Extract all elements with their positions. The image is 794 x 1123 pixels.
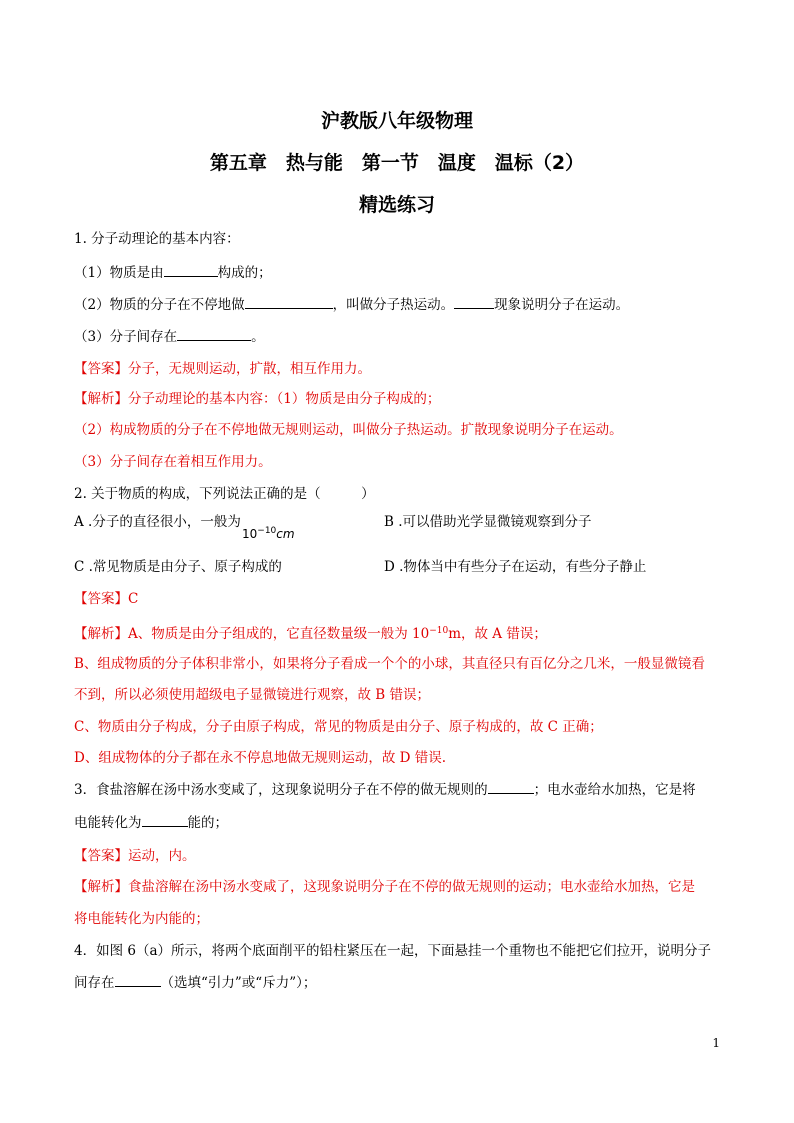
formula-exponent: −10 bbox=[257, 526, 277, 536]
answer-blank bbox=[245, 296, 333, 309]
q1-part1-text-b: 构成的； bbox=[217, 265, 272, 281]
answer-blank bbox=[177, 328, 251, 341]
q3-stem-1-a: 3．食盐溶解在汤中汤水变咸了，这现象说明分子在不停的做无规则的 bbox=[74, 782, 488, 798]
q1-analysis-1: 【解析】分子动理论的基本内容：（1）物质是由分子构成的； bbox=[74, 391, 441, 407]
q2-stem: 2. 关于物质的构成，下列说法正确的是（ ） bbox=[74, 486, 375, 502]
q2-analysis-a-pre: 【解析】A、物质是由分子组成的，它直径数量级一般为 10 bbox=[74, 626, 430, 642]
chapter-title: 第五章 热与能 第一节 温度 温标（2） bbox=[209, 152, 585, 174]
answer-blank bbox=[115, 974, 161, 987]
q3-analysis-2: 将电能转化为内能的； bbox=[74, 911, 209, 927]
doc-title: 沪教版八年级物理 bbox=[320, 110, 473, 132]
q2-analysis-c: C、物质由分子构成，分子由原子构成，常见的物质是由分子、原子构成的，故 C 正确； bbox=[74, 719, 603, 735]
q3-answer: 【答案】运动，内。 bbox=[74, 848, 196, 864]
answer-blank bbox=[454, 296, 494, 309]
q2-analysis-d: D、组成物体的分子都在永不停息地做无规则运动，故 D 错误. bbox=[74, 750, 447, 766]
q2-analysis-b-1: B、组成物质的分子体积非常小，如果将分子看成一个个的小球，其直径只有百亿分之几米，一般显微镜看 bbox=[74, 656, 705, 672]
q3-stem-2-a: 电能转化为 bbox=[74, 815, 142, 831]
q2-analysis-a bbox=[74, 622, 547, 643]
q2-analysis-a-exp: −10 bbox=[429, 626, 449, 636]
q2-option-c: C .常见物质是由分子、原子构成的 bbox=[74, 559, 282, 575]
q1-part2 bbox=[74, 296, 629, 314]
q2-answer: 【答案】C bbox=[74, 591, 139, 607]
q2-option-b: B .可以借助光学显微镜观察到分子 bbox=[384, 514, 592, 530]
answer-blank bbox=[488, 781, 534, 794]
formula-unit: cm bbox=[276, 527, 295, 541]
q2-analysis-a-post: m，故 A 错误； bbox=[448, 626, 547, 642]
q1-part3-text-a: （3）分子间存在 bbox=[74, 329, 178, 345]
q4-stem-2-b: （选填“引力”或“斥力”）； bbox=[160, 975, 317, 991]
q4-stem-2-a: 间存在 bbox=[74, 975, 115, 991]
q1-answer: 【答案】分子，无规则运动，扩散，相互作用力。 bbox=[74, 361, 371, 377]
q4-stem-2 bbox=[74, 974, 316, 992]
q3-stem-1 bbox=[74, 781, 696, 799]
section-subtitle: 精选练习 bbox=[358, 194, 435, 216]
answer-blank bbox=[142, 814, 188, 827]
page-number: 1 bbox=[712, 1036, 720, 1050]
q1-part2-text-b: ，叫做分子热运动。 bbox=[332, 297, 455, 313]
q3-stem-1-b: ；电水壶给水加热，它是将 bbox=[533, 782, 696, 798]
q1-part2-text-a: （2）物质的分子在不停地做 bbox=[74, 297, 245, 313]
q1-part3 bbox=[74, 328, 265, 346]
answer-blank bbox=[164, 264, 218, 277]
q2-option-a: A .分子的直径很小，一般为 bbox=[74, 514, 241, 530]
q3-stem-2 bbox=[74, 814, 228, 832]
q3-analysis-1: 【解析】食盐溶解在汤中汤水变咸了，这现象说明分子在不停的做无规则的运动；电水壶给水加热，它是 bbox=[74, 879, 695, 895]
q4-stem-1: 4．如图 6（a）所示，将两个底面削平的铅柱紧压在一起，下面悬挂一个重物也不能把它们拉开，说明分子 bbox=[74, 943, 712, 959]
formula-base: 10 bbox=[242, 527, 258, 541]
q3-stem-2-b: 能的； bbox=[187, 815, 228, 831]
q1-analysis-2: （2）构成物质的分子在不停地做无规则运动，叫做分子热运动。扩散现象说明分子在运动。 bbox=[74, 422, 623, 438]
q1-part2-text-c: 现象说明分子在运动。 bbox=[494, 297, 630, 313]
q1-part1-text-a: （1）物质是由 bbox=[74, 265, 164, 281]
q1-part3-text-b: 。 bbox=[251, 329, 265, 345]
q2-option-d: D .物体当中有些分子在运动，有些分子静止 bbox=[384, 559, 647, 575]
q1-analysis-3: （3）分子间存在着相互作用力。 bbox=[74, 454, 272, 470]
q1-stem: 1. 分子动理论的基本内容： bbox=[74, 231, 240, 247]
q2-option-a-formula bbox=[242, 526, 295, 541]
q2-analysis-b-2: 不到，所以必须使用超级电子显微镜进行观察，故 B 错误； bbox=[74, 687, 431, 703]
q1-part1 bbox=[74, 264, 272, 282]
